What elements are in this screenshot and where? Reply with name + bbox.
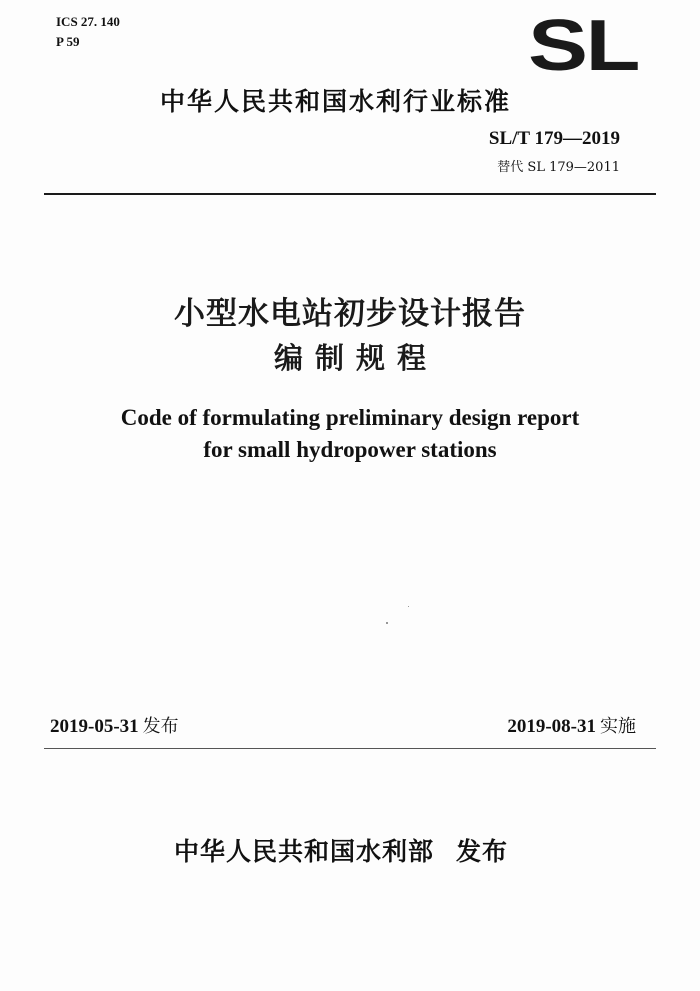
standard-number: SL/T 179—2019 xyxy=(488,128,620,149)
scan-speck xyxy=(386,622,388,624)
issue-date-block xyxy=(50,712,179,738)
publisher-name: 中华人民共和国水利部 xyxy=(174,837,435,866)
english-title-line1: Code of formulating preliminary design report xyxy=(120,405,580,430)
english-title-line2: for small hydropower stations xyxy=(203,437,497,462)
class-code: P 59 xyxy=(56,34,80,49)
scan-speck xyxy=(408,606,409,607)
replaces-standard: 替代 SL 179—2011 xyxy=(497,160,620,175)
implement-label: 实施 xyxy=(600,716,636,737)
bottom-divider xyxy=(44,748,656,749)
implement-date-block xyxy=(507,712,636,738)
classification-block xyxy=(56,12,120,52)
publisher-action: 发布 xyxy=(456,837,509,866)
ics-code: ICS 27. 140 xyxy=(56,14,120,29)
publisher-line xyxy=(174,832,508,868)
sl-logo: SL xyxy=(528,6,639,86)
implement-date: 2019-08-31 xyxy=(507,716,596,737)
standard-type-title: 中华人民共和国水利行业标准 xyxy=(160,87,512,116)
issue-label: 发布 xyxy=(142,716,179,737)
top-divider xyxy=(44,193,656,195)
issue-date: 2019-05-31 xyxy=(50,716,139,737)
chinese-title-line1: 小型水电站初步设计报告 xyxy=(174,296,526,332)
chinese-title-line2: 编制规程 xyxy=(273,341,438,375)
